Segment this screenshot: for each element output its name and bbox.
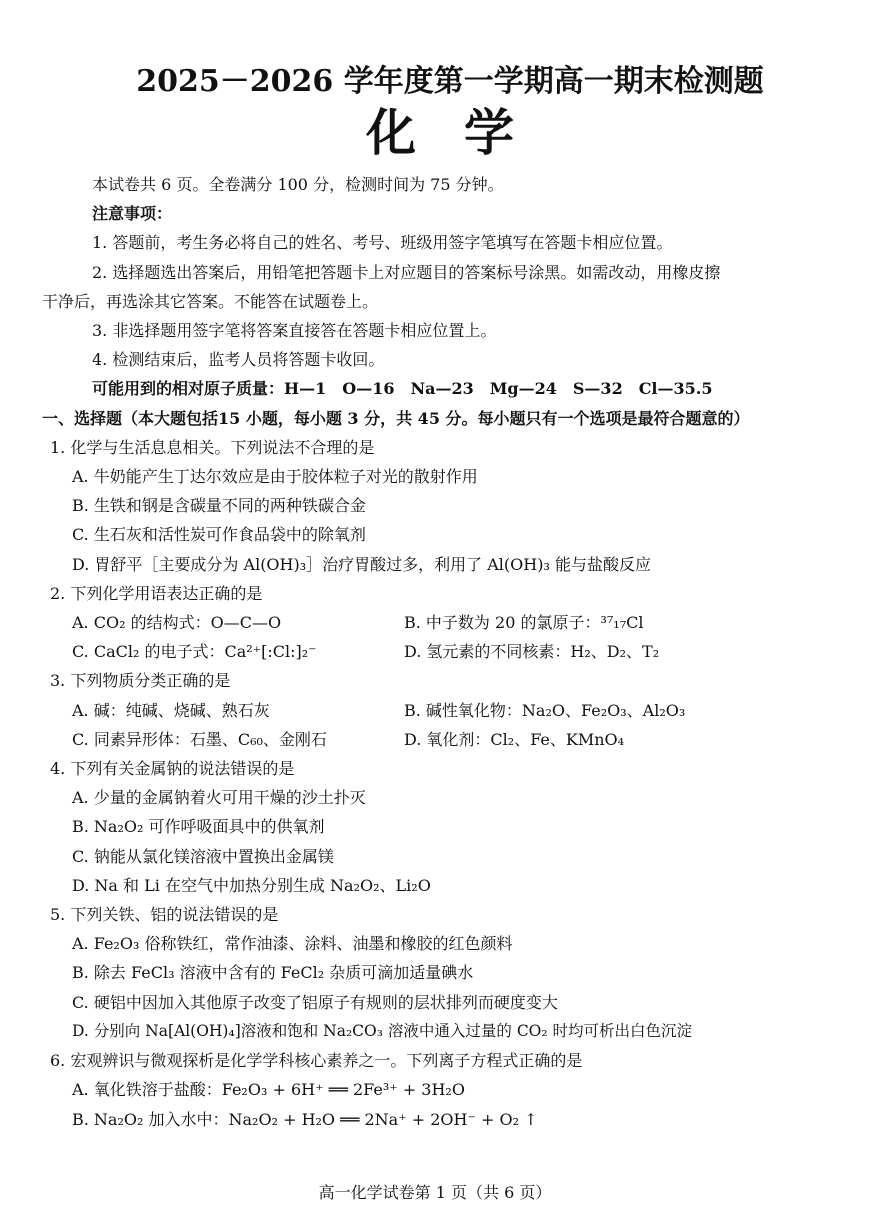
question-stem: 4. 下列有关金属钠的说法错误的是 — [50, 759, 295, 779]
question-stem: 3. 下列物质分类正确的是 — [50, 671, 231, 691]
question-option: C. CaCl₂ 的电子式：Ca²⁺[:Cl:]₂⁻ — [72, 642, 317, 662]
exam-subject: 化学 — [366, 103, 562, 162]
note-item: 4. 检测结束后，监考人员将答题卡收回。 — [92, 350, 385, 370]
question-stem: 1. 化学与生活息息相关。下列说法不合理的是 — [50, 437, 375, 457]
option-row — [50, 608, 830, 637]
question-option: C. 钠能从氯化镁溶液中置换出金属镁 — [72, 846, 334, 866]
question-option: D. 分别向 Na[Al(OH)₄]溶液和饱和 Na₂CO₃ 溶液中通入过量的 CO₂ 时均可析出白色沉淀 — [72, 1021, 693, 1040]
question-option: A. 碱：纯碱、烧碱、熟石灰 — [72, 700, 270, 720]
question-option: C. 同素异形体：石墨、C₆₀、金刚石 — [72, 729, 327, 749]
intro-text: 本试卷共 6 页。全卷满分 100 分，检测时间为 75 分钟。 — [92, 175, 504, 194]
question-option: B. Na₂O₂ 可作呼吸面具中的供氧剂 — [72, 817, 325, 837]
section-heading: 一、选择题（本大题包括15 小题，每小题 3 分，共 45 分。每小题只有一个选项是最符合题意的） — [42, 408, 750, 428]
atomic-masses: 可能用到的相对原子质量：H—1 O—16 Na—23 Mg—24 S—32 Cl—35.5 — [92, 379, 713, 399]
question-option: A. 牛奶能产生丁达尔效应是由于胶体粒子对光的散射作用 — [72, 467, 478, 487]
option-row — [50, 637, 830, 666]
question-option: B. 除去 FeCl₃ 溶液中含有的 FeCl₂ 杂质可滴加适量碘水 — [72, 963, 474, 983]
notes-heading: 注意事项： — [92, 204, 173, 224]
question-option: A. 少量的金属钠着火可用干燥的沙土扑灭 — [72, 788, 366, 808]
note-item: 干净后，再选涂其它答案。不能答在试题卷上。 — [42, 291, 379, 311]
question-option: B. 碱性氧化物：Na₂O、Fe₂O₃、Al₂O₃ — [404, 700, 686, 720]
question-option: A. CO₂ 的结构式：O—C—O — [72, 613, 282, 633]
question-option: A. Fe₂O₃ 俗称铁红，常作油漆、涂料、油墨和橡胶的红色颜料 — [72, 934, 513, 954]
question-option: D. 氢元素的不同核素：H₂、D₂、T₂ — [404, 642, 660, 662]
question-option: A. 氧化铁溶于盐酸：Fe₂O₃ + 6H⁺ ══ 2Fe³⁺ + 3H₂O — [72, 1080, 465, 1100]
question-option: D. 胃舒平［主要成分为 Al(OH)₃］治疗胃酸过多，利用了 Al(OH)₃ 能与盐酸反应 — [72, 554, 651, 574]
question-option: D. 氧化剂：Cl₂、Fe、KMnO₄ — [404, 729, 625, 749]
question-option: B. Na₂O₂ 加入水中：Na₂O₂ + H₂O ══ 2Na⁺ + 2OH⁻ + O₂ ↑ — [72, 1109, 538, 1129]
question-option: C. 硬铝中因加入其他原子改变了铝原子有规则的层状排列而硬度变大 — [72, 992, 558, 1012]
exam-title: 2025－2026 学年度第一学期高一期末检测题 — [136, 64, 764, 99]
note-item: 1. 答题前，考生务必将自己的姓名、考号、班级用签字笔填写在答题卡相应位置。 — [92, 233, 673, 253]
question-option: B. 生铁和钢是含碳量不同的两种铁碳合金 — [72, 496, 366, 516]
note-item: 3. 非选择题用签字笔将答案直接答在答题卡相应位置上。 — [92, 321, 497, 341]
question-stem: 6. 宏观辨识与微观探析是化学学科核心素养之一。下列离子方程式正确的是 — [50, 1051, 583, 1071]
page-footer: 高一化学试卷第 1 页（共 6 页） — [318, 1183, 552, 1202]
note-item: 2. 选择题选出答案后，用铅笔把答题卡上对应题目的答案标号涂黑。如需改动，用橡皮擦 — [92, 262, 721, 282]
question-option: C. 生石灰和活性炭可作食品袋中的除氧剂 — [72, 525, 366, 545]
option-row — [50, 725, 830, 754]
question-stem: 2. 下列化学用语表达正确的是 — [50, 583, 263, 603]
question-stem: 5. 下列关铁、铝的说法错误的是 — [50, 905, 279, 925]
option-row — [50, 696, 830, 725]
question-option: D. Na 和 Li 在空气中加热分别生成 Na₂O₂、Li₂O — [72, 875, 431, 895]
question-option: B. 中子数为 20 的氯原子：³⁷₁₇Cl — [404, 613, 644, 633]
